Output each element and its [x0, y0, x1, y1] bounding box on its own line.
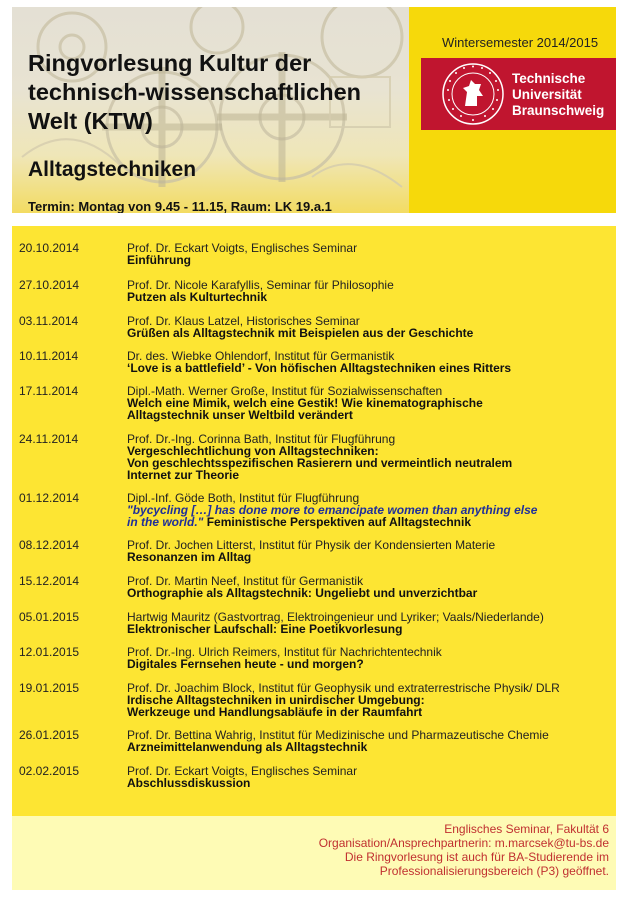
lecture-title: Digitales Fernsehen heute - und morgen?	[127, 657, 364, 671]
lecture-title: Elektronischer Laufschall: Eine Poetikvorlesung	[127, 622, 403, 636]
lecture-speaker: Prof. Dr. Joachim Block, Institut für Geophysik und extraterrestrische Physik/ DLR	[127, 681, 560, 695]
footer-notes	[12, 816, 616, 890]
lecture-date: 27.10.2014	[19, 278, 80, 292]
lecture-date: 05.01.2015	[19, 610, 80, 624]
title-line: Welt (KTW)	[28, 108, 153, 134]
lecture-title: ‘Love is a battlefield’ - Von höfischen Alltagstechniken eines Ritters	[127, 361, 512, 375]
lecture-speaker: Prof. Dr. Eckart Voigts, Englisches Seminar	[127, 241, 358, 255]
lecture-title: Alltagstechnik unser Weltbild verändert	[127, 408, 353, 422]
lecture-schedule	[12, 226, 616, 816]
lecture-date: 17.11.2014	[19, 384, 79, 398]
title-line: Ringvorlesung Kultur der	[28, 50, 312, 76]
lecture-title: Vergeschlechtlichung von Alltagstechniken:	[127, 444, 379, 458]
lecture-title: Von geschlechtsspezifischen Rasierern und vermeintlich neutralem	[127, 456, 513, 470]
lecture-date: 03.11.2014	[19, 314, 79, 328]
lecture-date: 24.11.2014	[19, 432, 79, 446]
lecture-speaker: Prof. Dr. Jochen Litterst, Institut für Physik der Kondensierten Materie	[127, 538, 496, 552]
lecture-title-rest: Feministische Perspektiven auf Alltagstechnik	[203, 515, 472, 529]
university-name-line: Technische	[512, 71, 586, 86]
lecture-speaker: Prof. Dr. Nicole Karafyllis, Seminar für Philosophie	[127, 278, 394, 292]
lecture-title: Welch eine Mimik, welch eine Gestik! Wie kinematographische	[127, 396, 483, 410]
university-name	[512, 71, 604, 119]
lecture-title: Abschlussdiskussion	[127, 776, 251, 790]
schedule-info: Termin: Montag von 9.45 - 11.15, Raum: LK 19.a.1	[28, 199, 332, 213]
university-name-line: Universität	[512, 87, 582, 102]
title-line: technisch-wissenschaftlichen	[28, 79, 362, 105]
lecture-speaker: Dipl.-Math. Werner Große, Institut für Sozialwissenschaften	[127, 384, 443, 398]
lecture-date: 01.12.2014	[19, 491, 80, 505]
lecture-date: 08.12.2014	[19, 538, 80, 552]
university-seal-icon	[441, 62, 505, 126]
lecture-title-quote: "bycycling […] has done more to emancipate women than anything else	[127, 503, 538, 517]
lecture-speaker: Prof. Dr. Bettina Wahrig, Institut für Medizinische und Pharmazeutische Chemie	[127, 728, 549, 742]
footer-note: Professionalisierungsbereich (P3) geöffnet.	[379, 864, 609, 878]
lecture-speaker: Prof. Dr.-Ing. Corinna Bath, Institut für Flugführung	[127, 432, 396, 446]
footer-note: Die Ringvorlesung ist auch für BA-Studierende im	[344, 850, 609, 864]
lecture-title: Arzneimittelanwendung als Alltagstechnik	[127, 740, 368, 754]
lecture-date: 02.02.2015	[19, 764, 80, 778]
lecture-speaker: Prof. Dr.-Ing. Ulrich Reimers, Institut für Nachrichtentechnik	[127, 645, 442, 659]
lecture-speaker: Hartwig Mauritz (Gastvortrag, Elektroingenieur und Lyriker; Vaals/Niederlande)	[127, 610, 544, 624]
lecture-date: 10.11.2014	[19, 349, 79, 363]
page-subtitle: Alltagstechniken	[28, 158, 197, 181]
lecture-title: Orthographie als Alltagstechnik: Ungeliebt und unverzichtbar	[127, 586, 478, 600]
lecture-title: Einführung	[127, 253, 191, 267]
header-banner	[12, 7, 616, 213]
lecture-speaker: Dr. des. Wiebke Ohlendorf, Institut für Germanistik	[127, 349, 395, 363]
lecture-date: 26.01.2015	[19, 728, 80, 742]
university-name-line: Braunschweig	[512, 103, 605, 118]
lecture-title: Resonanzen im Alltag	[127, 550, 252, 564]
lecture-speaker: Prof. Dr. Klaus Latzel, Historisches Seminar	[127, 314, 360, 328]
lecture-title: Werkzeuge und Handlungsabläufe in der Raumfahrt	[127, 705, 423, 719]
lecture-title: Internet zur Theorie	[127, 468, 240, 482]
lecture-date: 19.01.2015	[19, 681, 80, 695]
lecture-title: Grüßen als Alltagstechnik mit Beispielen aus der Geschichte	[127, 326, 474, 340]
semester-label: Wintersemester 2014/2015	[442, 35, 599, 50]
page-title	[28, 49, 408, 136]
university-logo	[421, 58, 616, 130]
lecture-speaker: Dipl.-Inf. Göde Both, Institut für Flugführung	[127, 491, 360, 505]
lecture-speaker: Prof. Dr. Martin Neef, Institut für Germanistik	[127, 574, 364, 588]
lecture-title	[127, 516, 607, 528]
lecture-title: Irdische Alltagstechniken in unirdischer Umgebung:	[127, 693, 425, 707]
lecture-speaker: Prof. Dr. Eckart Voigts, Englisches Seminar	[127, 764, 358, 778]
lecture-title-quote: in the world."	[127, 515, 204, 529]
lecture-date: 15.12.2014	[19, 574, 80, 588]
lecture-title: Putzen als Kulturtechnik	[127, 290, 268, 304]
footer-contact: Organisation/Ansprechpartnerin: m.marcsek@tu-bs.de	[318, 836, 609, 850]
lecture-date: 12.01.2015	[19, 645, 80, 659]
footer-department: Englisches Seminar, Fakultät 6	[444, 822, 609, 836]
lecture-date: 20.10.2014	[19, 241, 80, 255]
